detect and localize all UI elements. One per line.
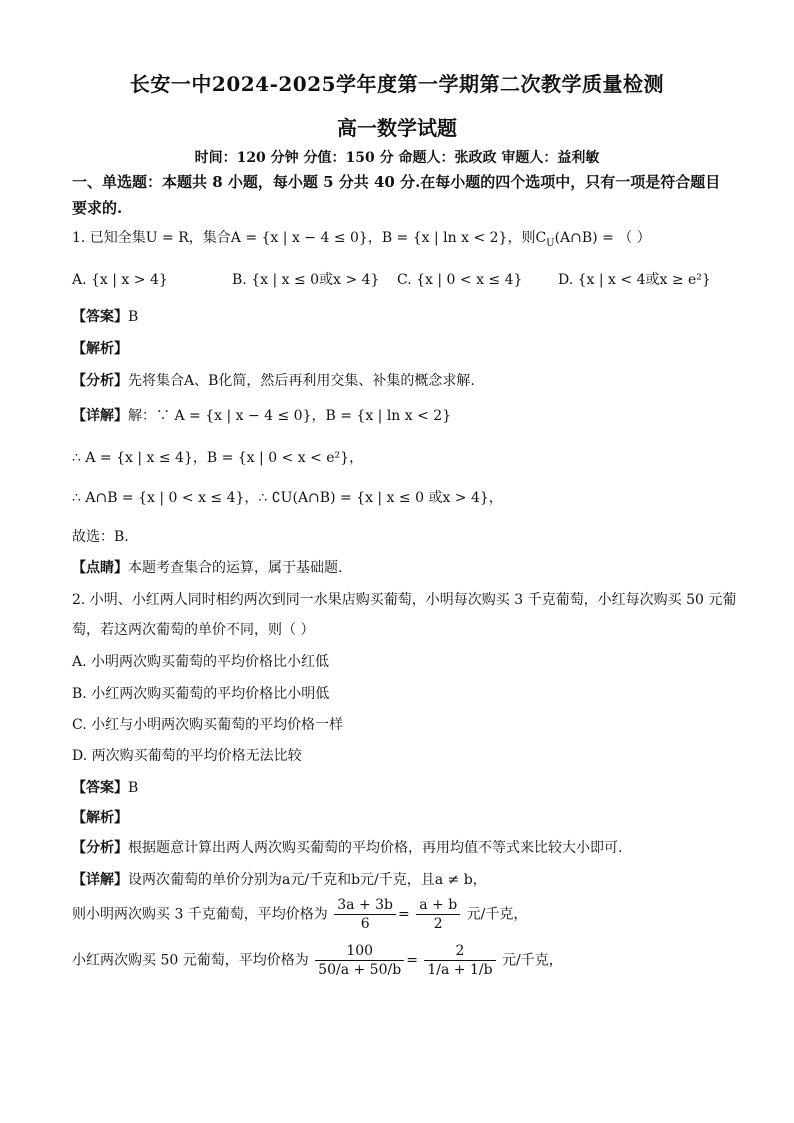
q2-fenxi	[72, 838, 734, 858]
q1-answer-value: B	[128, 309, 139, 325]
exam-subtitle: 高一数学试题	[337, 116, 457, 140]
q2-xh-num1: 100	[315, 942, 404, 961]
q2-xm-num2: a + b	[416, 896, 460, 915]
q1-fenxi-text: 先将集合A、B化简，然后再利用交集、补集的概念求解.	[128, 373, 475, 389]
q1-xiangjie-tag: 【详解】	[72, 408, 128, 424]
q2-xm-frac2	[416, 896, 460, 933]
q2-xh-frac1	[315, 942, 404, 979]
q1-conclusion: 故选：B.	[72, 529, 129, 545]
q2-option-d[interactable]: D. 两次购买葡萄的平均价格无法比较	[72, 748, 302, 764]
q2-xiangjie-tag: 【详解】	[72, 872, 128, 888]
q1-option-c[interactable]: C. {x | 0 < x ≤ 4}	[397, 272, 523, 288]
q2-xh-line: 小红两次购买 50 元葡萄，平均价格为 $\frac{100}{50/a + 50/b}$ = $\frac{2}{1/a + 1/b}$ 元/千克，	[72, 943, 563, 978]
q2-xm-frac1	[334, 896, 396, 933]
q1-stem-text: 1. 已知全集U = R，集合A = {x | x − 4 ≤ 0}，B = {x | ln x < 2}，则C	[72, 230, 547, 246]
q1-analysis-tag: 【解析】	[72, 341, 128, 357]
q1-xiangjie	[72, 406, 734, 426]
q2-answer-value: B	[128, 780, 139, 796]
q2-xm-num1: 3a + 3b	[334, 896, 396, 915]
q2-xiangjie-text: 设两次葡萄的单价分别为a元/千克和b元/千克，且a ≠ b，	[128, 872, 487, 888]
q2-stem-line1: 2. 小明、小红两人同时相约两次到同一水果店购买葡萄，小明每次购买 3 千克葡萄，小红每次购买 50 元葡	[72, 592, 737, 608]
q1-step3: ∴ A∩B = {x | 0 < x ≤ 4}，∴ ∁U(A∩B) = {x | x ≤ 0 或x > 4}，	[72, 490, 503, 506]
q1-options	[72, 270, 734, 292]
q1-option-b[interactable]: B. {x | x ≤ 0或x > 4}	[232, 272, 380, 288]
exam-title: 长安一中2024-2025学年度第一学期第二次教学质量检测	[129, 72, 665, 96]
q2-option-b[interactable]: B. 小红两次购买葡萄的平均价格比小明低	[72, 686, 330, 702]
q2-answer	[72, 778, 734, 798]
q1-option-a[interactable]: A. {x | x > 4}	[72, 272, 168, 288]
q1-dianjing	[72, 558, 734, 578]
q1-answer	[72, 307, 734, 327]
q2-xm-prefix: 则小明两次购买 3 千克葡萄，平均价格为	[72, 906, 328, 923]
q2-stem-line2: 萄，若这两次葡萄的单价不同，则（ ）	[72, 622, 315, 638]
q2-xm-den2: 2	[433, 916, 443, 932]
q1-stem	[72, 228, 734, 254]
q2-xm-suffix: 元/千克，	[466, 906, 528, 923]
q2-fenxi-text: 根据题意计算出两人两次购买葡萄的平均价格，再用均值不等式来比较大小即可.	[128, 840, 623, 856]
q1-option-d[interactable]: D. {x | x < 4或x ≥ e²}	[558, 272, 711, 288]
q2-xh-suffix: 元/千克，	[502, 952, 563, 969]
q2-xh-den1: 50/a + 50/b	[318, 962, 402, 978]
section-heading: 一、单选题：本题共 8 小题，每小题 5 分共 40 分.在每小题的四个选项中，只有一项是符合题目要求的.	[72, 173, 721, 217]
q2-xh-prefix: 小红两次购买 50 元葡萄，平均价格为	[72, 952, 309, 969]
q1-step2: ∴ A = {x | x ≤ 4}，B = {x | 0 < x < e²}，	[72, 450, 364, 466]
q1-xiangjie-text: 解：∵ A = {x | x − 4 ≤ 0}，B = {x | ln x < 2}	[128, 408, 452, 424]
q2-xh-frac2	[424, 942, 495, 979]
q1-dianjing-tag: 【点睛】	[72, 560, 128, 576]
q2-analysis-tag: 【解析】	[72, 810, 128, 826]
q1-stem-sub: U	[546, 237, 555, 249]
q2-xiangjie	[72, 870, 734, 890]
q2-answer-tag: 【答案】	[72, 780, 128, 796]
q2-xh-den2: 1/a + 1/b	[427, 962, 493, 978]
q2-xm-den1: 6	[360, 916, 370, 932]
q2-fenxi-tag: 【分析】	[72, 840, 128, 856]
q2-option-c[interactable]: C. 小红与小明两次购买葡萄的平均价格一样	[72, 717, 344, 733]
q1-fenxi-tag: 【分析】	[72, 373, 128, 389]
q2-xm-line: 则小明两次购买 3 千克葡萄，平均价格为 $\frac{3a + 3b}{6}$ = $\frac{a + b}{2}$ 元/千克，	[72, 897, 528, 932]
exam-meta: 时间：120 分钟 分值：150 分 命题人：张政政 审题人：益利敏	[194, 150, 600, 166]
q1-dianjing-text: 本题考查集合的运算，属于基础题.	[128, 560, 343, 576]
q2-xh-num2: 2	[424, 942, 495, 961]
q1-answer-tag: 【答案】	[72, 309, 128, 325]
q1-fenxi	[72, 371, 734, 391]
q1-stem-tail: (A∩B) = （ ）	[554, 230, 651, 246]
q2-option-a[interactable]: A. 小明两次购买葡萄的平均价格比小红低	[72, 654, 330, 670]
